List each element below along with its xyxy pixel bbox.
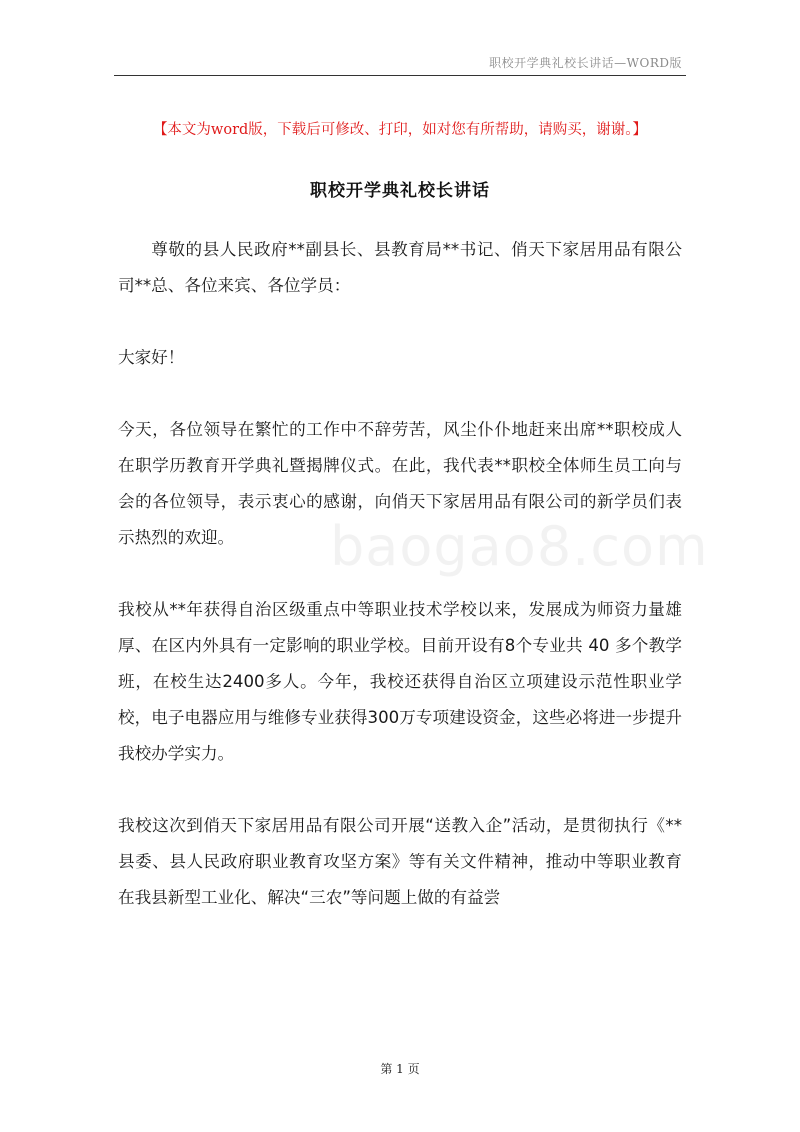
watermark: baogao8.com [330,515,709,578]
welcome-paragraph: 今天，各位领导在繁忙的工作中不辞劳苦，风尘仆仆地赶来出席**职校成人在职学历教育开学典礼暨揭牌仪式。在此，我代表**职校全体师生员工向与会的各位领导，表示衷心的感谢，向俏天下家居用品有限公司的新学员们表示热烈的欢迎。 [118,420,682,547]
hello-paragraph: 大家好！ [118,348,185,367]
header-divider [114,75,686,76]
page-number: 第 1 页 [380,1062,420,1076]
purchase-notice: 【本文为word版，下载后可修改、打印，如对您有所帮助，请购买，谢谢。】 [152,122,648,138]
school-intro-paragraph: 我校从**年获得自治区级重点中等职业技术学校以来，发展成为师资力量雄厚、在区内外具有一定影响的职业学校。目前开设有8个专业共 40 多个教学班，在校生达2400多人。今年，我校还获得自治区立项建设示范性职业学校，电子电器应用与维修专业获得300万专项建设资金，这些必将进一步提升我校办学实力。 [118,600,682,763]
running-header: 职校开学典礼校长讲话—WORD版 [489,56,682,70]
document-body [118,232,682,952]
activity-paragraph: 我校这次到俏天下家居用品有限公司开展“送教入企”活动，是贯彻执行《**县委、县人民政府职业教育攻坚方案》等有关文件精神，推动中等职业教育在我县新型工业化、解决“三农”等问题上做的有益尝 [118,816,682,907]
document-title: 职校开学典礼校长讲话 [310,181,490,201]
greeting-paragraph: 尊敬的县人民政府**副县长、县教育局**书记、俏天下家居用品有限公司**总、各位来宾、各位学员： [118,240,682,295]
